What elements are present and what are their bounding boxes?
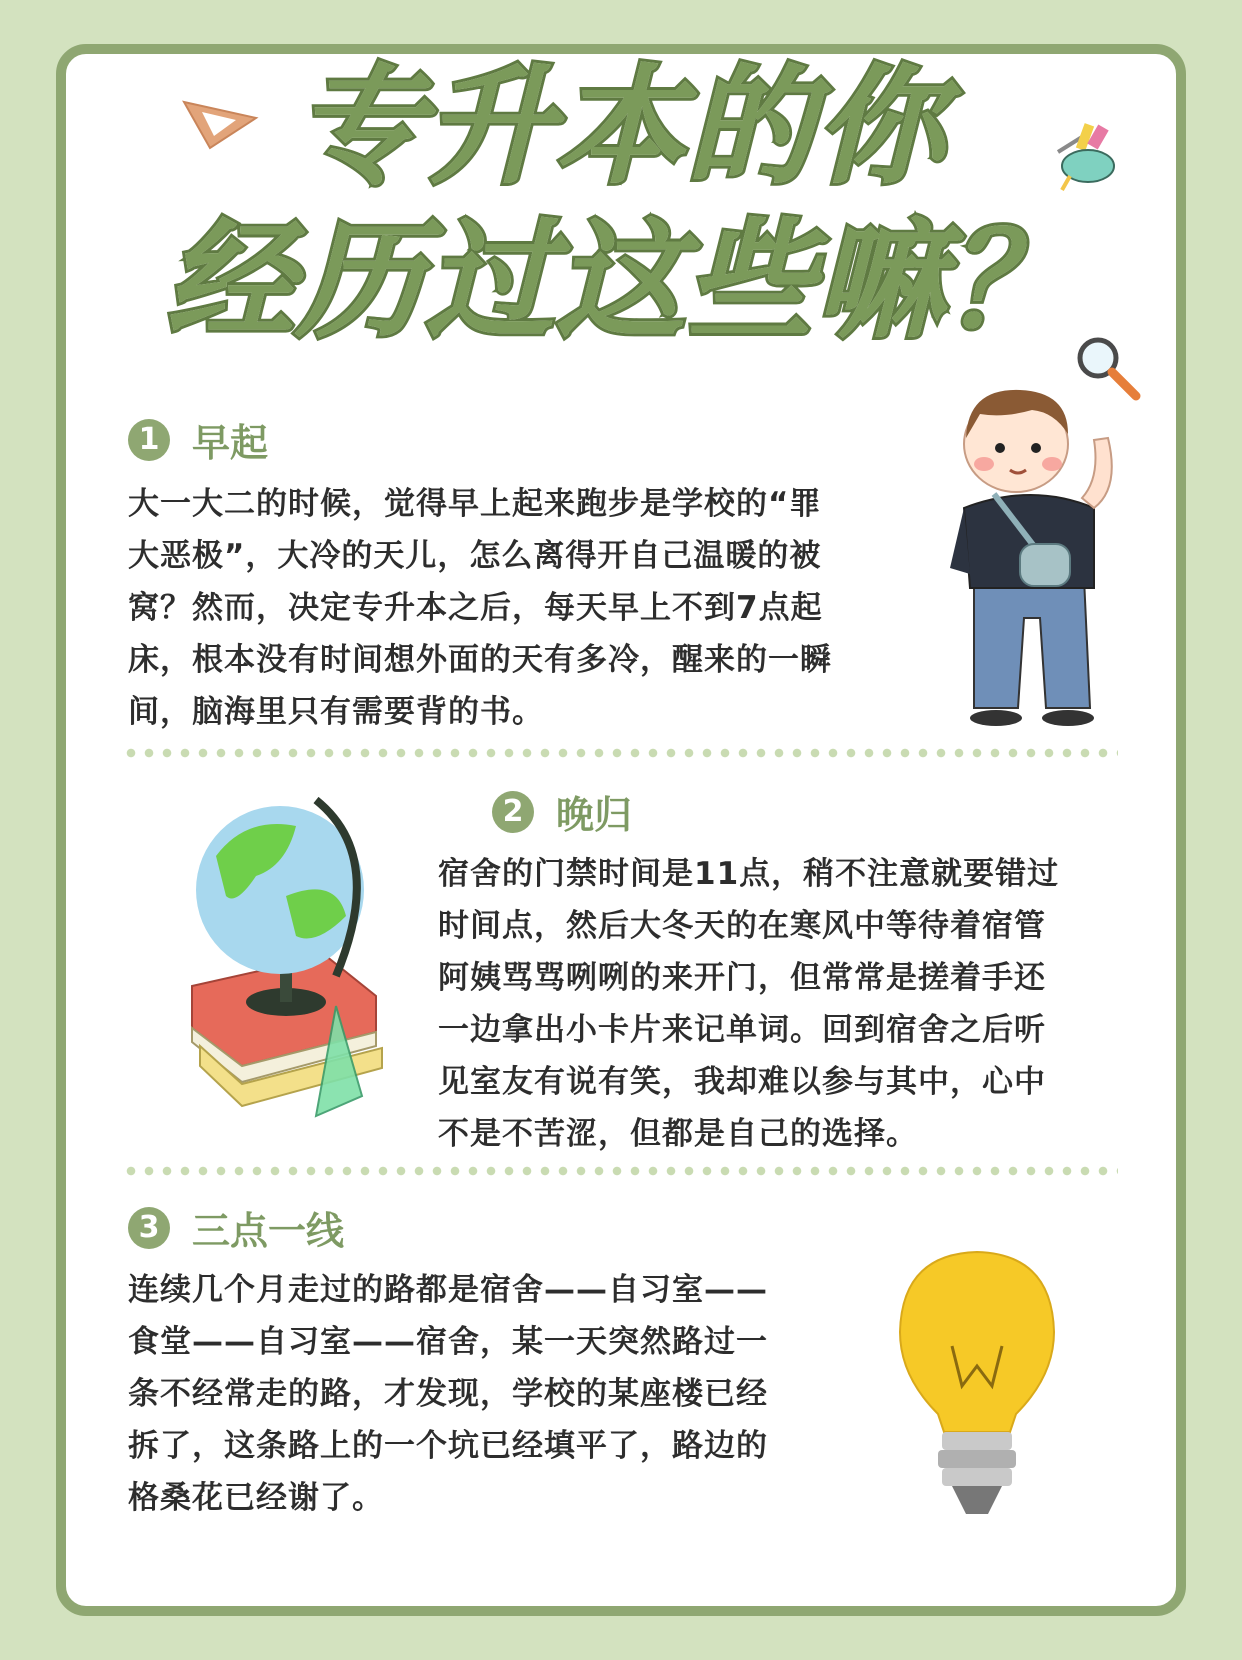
light-bulb-illustration xyxy=(892,1246,1062,1526)
section-title: 晚归 xyxy=(556,793,633,837)
title-line-2: 经历过这些嘛？ xyxy=(165,207,1076,356)
section-title: 早起 xyxy=(192,421,269,465)
dotted-divider xyxy=(122,748,1118,758)
section-number-badge: 2 xyxy=(492,791,534,833)
text-line: 一边拿出小卡片来记单词。回到宿舍之后听 xyxy=(438,1012,1046,1048)
text-line: 不是不苦涩，但都是自己的选择。 xyxy=(438,1116,918,1152)
dotted-divider xyxy=(122,1166,1118,1176)
text-line: 食堂——自习室——宿舍，某一天突然路过一 xyxy=(128,1324,768,1360)
section-number-badge: 3 xyxy=(128,1207,170,1249)
title-line-1: 专升本的你 xyxy=(295,53,946,202)
text-line: 大恶极”，大冷的天儿，怎么离得开自己温暖的被 xyxy=(128,538,822,574)
section-3-body xyxy=(128,1264,768,1524)
text-line: 阿姨骂骂咧咧的来开门，但常常是搓着手还 xyxy=(438,960,1046,996)
text-line: 连续几个月走过的路都是宿舍——自习室—— xyxy=(128,1272,768,1308)
section-number-badge: 1 xyxy=(128,419,170,461)
section-3-heading xyxy=(128,1200,344,1255)
section-1-body xyxy=(128,478,832,738)
section-1-heading xyxy=(128,412,268,467)
section-title: 三点一线 xyxy=(192,1209,345,1253)
pencil-case-icon xyxy=(1050,122,1120,194)
text-line: 床，根本没有时间想外面的天有多冷，醒来的一瞬 xyxy=(128,642,832,678)
globe-books-illustration xyxy=(186,796,396,1136)
text-line: 见室友有说有笑，我却难以参与其中，心中 xyxy=(438,1064,1046,1100)
section-2-body xyxy=(438,848,1059,1160)
text-line: 条不经常走的路，才发现，学校的某座楼已经 xyxy=(128,1376,768,1412)
boy-illustration xyxy=(944,378,1124,738)
text-line: 大一大二的时候，觉得早上起来跑步是学校的“罪 xyxy=(128,486,822,522)
text-line: 宿舍的门禁时间是11点，稍不注意就要错过 xyxy=(438,856,1060,892)
section-2-heading xyxy=(492,784,632,839)
text-line: 格桑花已经谢了。 xyxy=(128,1480,384,1516)
text-line: 窝？然而，决定专升本之后，每天早上不到7点起 xyxy=(128,590,823,626)
text-line: 时间点，然后大冬天的在寒风中等待着宿管 xyxy=(438,908,1046,944)
text-line: 拆了，这条路上的一个坑已经填平了，路边的 xyxy=(128,1428,768,1464)
text-line: 间，脑海里只有需要背的书。 xyxy=(128,694,544,730)
triangle-ruler-icon xyxy=(180,96,260,152)
